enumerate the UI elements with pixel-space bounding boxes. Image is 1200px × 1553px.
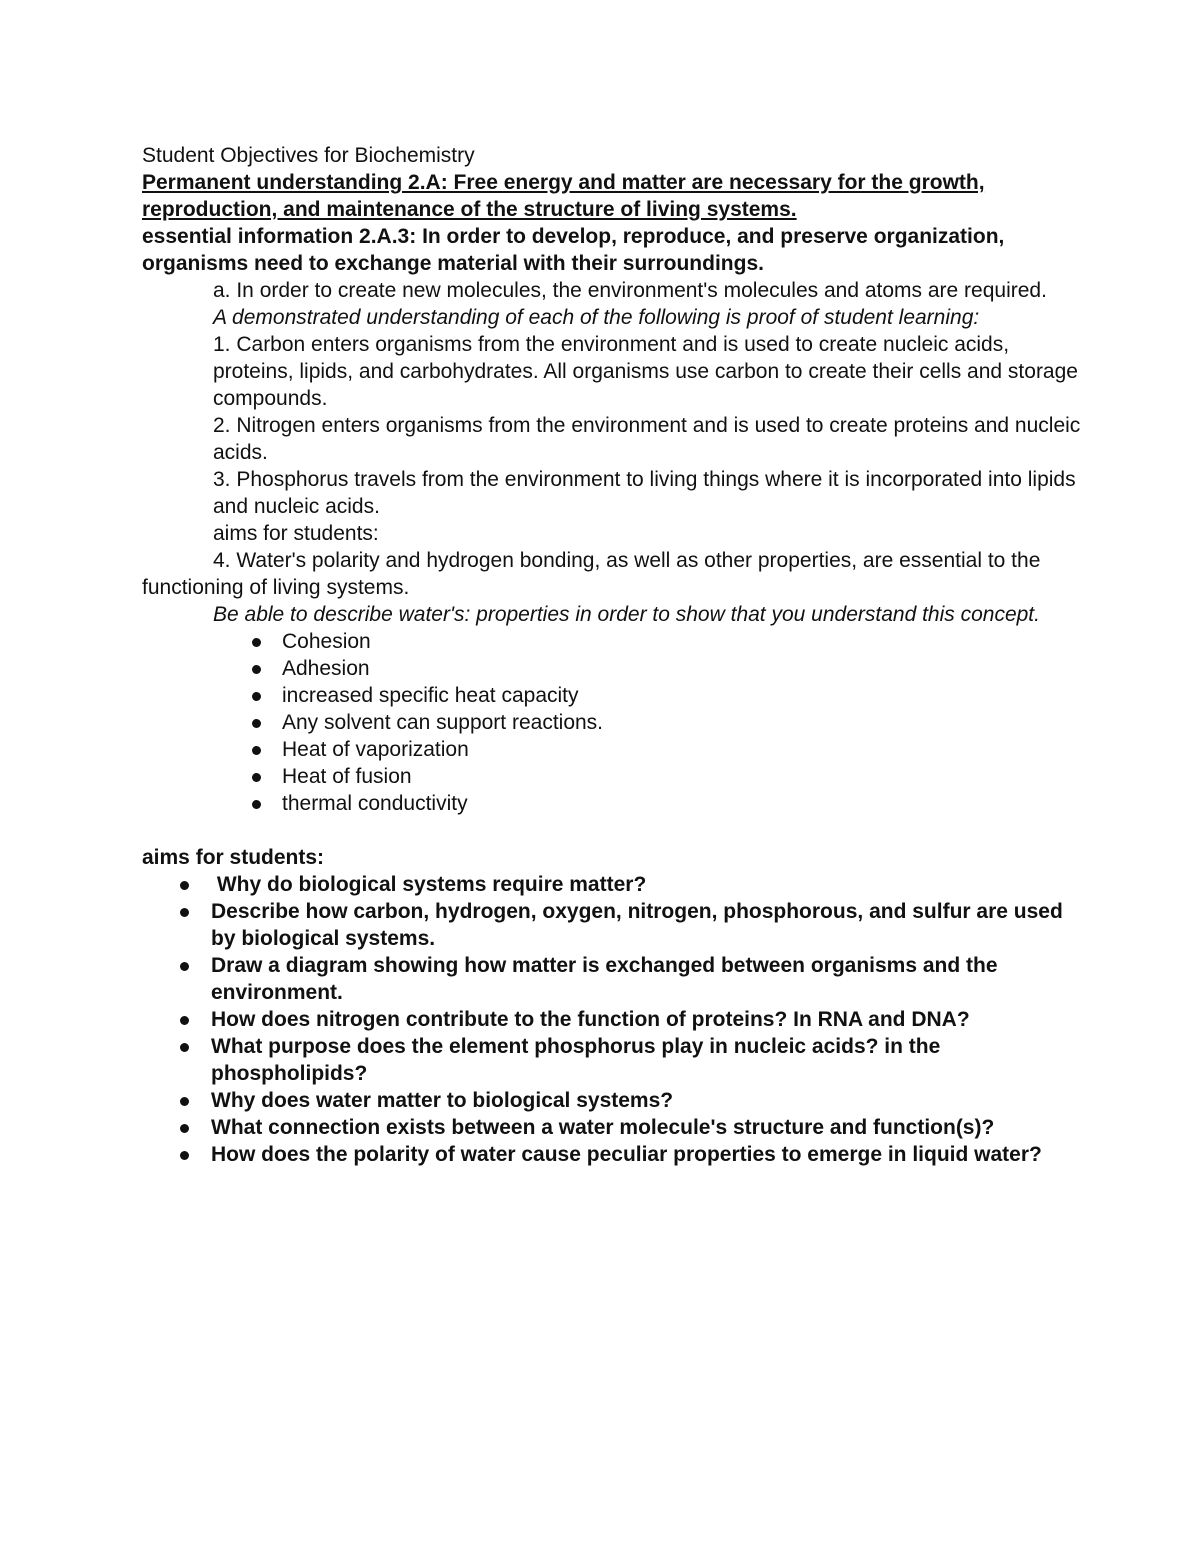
bullet-icon	[252, 665, 261, 674]
bullet-icon	[180, 1124, 189, 1133]
bullet-icon	[180, 1043, 189, 1052]
list-item: Why does water matter to biological systems?	[180, 1087, 1082, 1114]
permanent-understanding: Permanent understanding 2.A: Free energy and matter are necessary for the growth, reproduction, and maintenance of the structure of living systems.	[142, 171, 985, 221]
list-item: What purpose does the element phosphorus play in nucleic acids? in the phospholipids?	[180, 1033, 1082, 1087]
demonstrated-note: A demonstrated understanding of each of the following is proof of student learning:	[213, 306, 980, 329]
aims-list	[142, 871, 1082, 1168]
list-item: Adhesion	[252, 655, 1082, 682]
list-item: Describe how carbon, hydrogen, oxygen, nitrogen, phosphorous, and sulfur are used by biological systems.	[180, 898, 1082, 952]
list-item: How does nitrogen contribute to the function of proteins? In RNA and DNA?	[180, 1006, 1082, 1033]
objective-item-2: 2. Nitrogen enters organisms from the environment and is used to create proteins and nucleic acids.	[213, 414, 1081, 464]
bullet-icon	[180, 908, 189, 917]
list-item: Cohesion	[252, 628, 1082, 655]
list-item: Any solvent can support reactions.	[252, 709, 1082, 736]
aims-inline-label: aims for students:	[213, 522, 379, 545]
list-item: increased specific heat capacity	[252, 682, 1082, 709]
objective-item-1: 1. Carbon enters organisms from the environment and is used to create nucleic acids, proteins, lipids, and carbohydrates. All organisms use carbon to create their cells and storage compounds.	[213, 333, 1078, 410]
bullet-icon	[252, 773, 261, 782]
list-item: What connection exists between a water molecule's structure and function(s)?	[180, 1114, 1082, 1141]
list-item: Draw a diagram showing how matter is exchanged between organisms and the environment.	[180, 952, 1082, 1006]
bullet-icon	[180, 1016, 189, 1025]
water-note: Be able to describe water's: properties in order to show that you understand this concept.	[213, 603, 1040, 626]
bullet-icon	[252, 638, 261, 647]
bullet-icon	[252, 746, 261, 755]
bullet-icon	[180, 1097, 189, 1106]
list-item: Why do biological systems require matter?	[180, 871, 1082, 898]
bullet-icon	[252, 692, 261, 701]
list-item: Heat of vaporization	[252, 736, 1082, 763]
bullet-icon	[180, 1151, 189, 1160]
document-page	[142, 142, 1082, 1168]
bullet-icon	[180, 962, 189, 971]
bullet-icon	[252, 719, 261, 728]
objective-item-4: 4. Water's polarity and hydrogen bonding, as well as other properties, are essential to the functioning of living systems.	[142, 549, 1041, 599]
document-title: Student Objectives for Biochemistry	[142, 144, 475, 167]
aims-heading: aims for students:	[142, 846, 325, 869]
water-properties-list	[142, 628, 1082, 817]
spacer	[142, 817, 1082, 844]
list-item: Heat of fusion	[252, 763, 1082, 790]
objective-item-3: 3. Phosphorus travels from the environment to living things where it is incorporated into lipids and nucleic acids.	[213, 468, 1076, 518]
point-a: a. In order to create new molecules, the environment's molecules and atoms are required.	[213, 279, 1047, 302]
bullet-icon	[252, 800, 261, 809]
bullet-icon	[180, 881, 189, 890]
essential-information: essential information 2.A.3: In order to develop, reproduce, and preserve organization, organisms need to exchange material with their surroundings.	[142, 225, 1005, 275]
list-item: thermal conductivity	[252, 790, 1082, 817]
list-item: How does the polarity of water cause peculiar properties to emerge in liquid water?	[180, 1141, 1082, 1168]
